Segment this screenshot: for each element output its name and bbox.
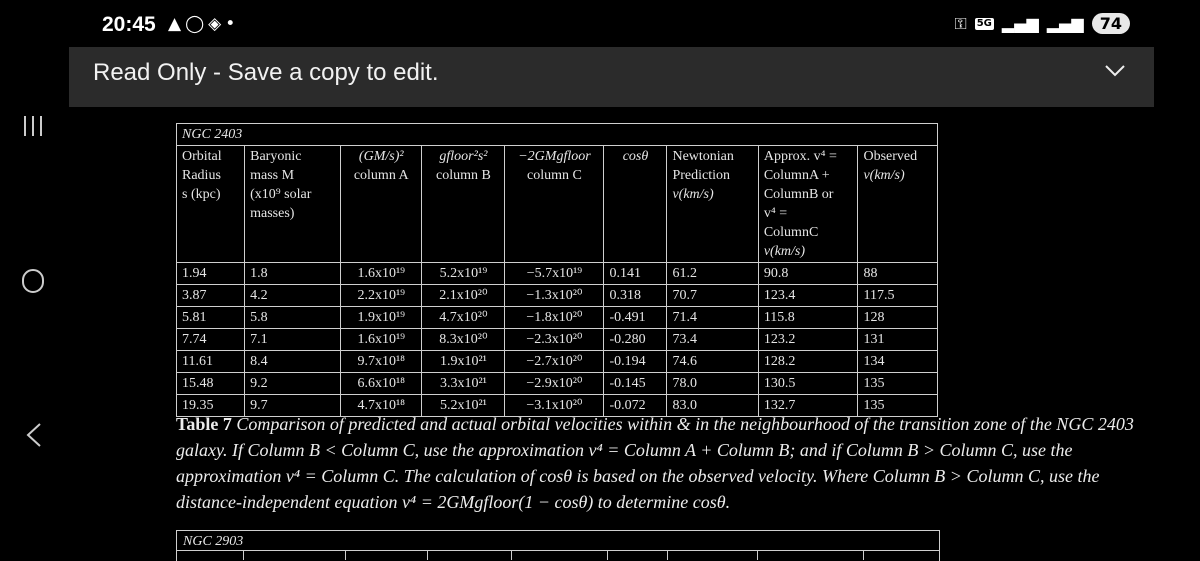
home-icon[interactable] (18, 266, 48, 296)
header-line: Radius (182, 168, 221, 183)
header-line: cosθ (622, 149, 649, 164)
header-line: v(km/s) (672, 187, 714, 202)
table-cell: 128 (858, 307, 938, 329)
table-cell: 1.8 (245, 263, 341, 285)
caption-text: Comparison of predicted and actual orbital velocities within & in the neighbourhood of the transition zone of the NGC 2403 galaxy. If Column B < Column C, use the approximation v⁴ = Column A + Column B; and if Column B > Column C, use the approximation v⁴ = Column C. The calculation of cosθ is based on the observed velocity. Where Column B > Column C, use the distance-independent equation v⁴ = 2GMgfloor(1 − cosθ) to determine cosθ. (176, 414, 1134, 512)
table-cell: 8.3x10²⁰ (422, 329, 505, 351)
table-cell: 5.2x10²¹ (422, 395, 505, 417)
column-header (604, 146, 667, 263)
table-cell: 7.74 (177, 329, 245, 351)
header-line: s (kpc) (182, 187, 221, 202)
table-cell: −2.3x10²⁰ (505, 329, 604, 351)
header-row (177, 146, 938, 263)
chevron-down-icon[interactable] (1104, 64, 1126, 78)
header-line: ColumnC (763, 225, 819, 240)
table-row (177, 329, 938, 351)
network-type-badge: 5G (976, 17, 992, 29)
table-row (177, 351, 938, 373)
warning-icon: ▲ (168, 14, 182, 34)
table-cell: 1.6x10¹⁹ (341, 329, 422, 351)
notification-icons (168, 14, 235, 34)
table-cell: 135 (858, 395, 938, 417)
galaxy-name-2: NGC 2903 (183, 534, 244, 549)
column-divider (345, 550, 346, 560)
header-line: ColumnB or (763, 187, 834, 202)
vpn-key-icon: ⚿ (954, 13, 967, 33)
header-line: column A (353, 168, 409, 183)
column-header (667, 146, 758, 263)
table-row (177, 373, 938, 395)
table-cell: 134 (858, 351, 938, 373)
table-cell: 88 (858, 263, 938, 285)
table-8 (176, 530, 940, 561)
table-cell: 5.81 (177, 307, 245, 329)
header-line: (x10⁹ solar (250, 187, 312, 202)
table-cell: -0.280 (604, 329, 667, 351)
header-line: gfloor²s² (439, 149, 488, 164)
signal-icon-2: ▂▄▆ (1046, 14, 1084, 33)
table-cell: 83.0 (667, 395, 758, 417)
column-header (858, 146, 938, 263)
table-cell: 115.8 (758, 307, 858, 329)
app-icon: ◈ (208, 14, 222, 34)
table-cell: 2.1x10²⁰ (422, 285, 505, 307)
table-cell: 3.87 (177, 285, 245, 307)
header-line: v(km/s) (763, 244, 806, 259)
table-row (177, 307, 938, 329)
recent-apps-icon[interactable] (18, 113, 48, 139)
table-cell: 3.3x10²¹ (422, 373, 505, 395)
table-cell: 117.5 (858, 285, 938, 307)
battery-indicator: 74 (1092, 13, 1130, 34)
header-line: Orbital (182, 149, 222, 164)
table-cell: 4.7x10¹⁸ (341, 395, 422, 417)
table-cell: 19.35 (177, 395, 245, 417)
column-header (341, 146, 422, 263)
table-7 (176, 123, 938, 417)
table-cell: -0.072 (604, 395, 667, 417)
table-divider (177, 550, 939, 551)
table-body (177, 263, 938, 417)
column-header (177, 146, 245, 263)
table-cell: -0.145 (604, 373, 667, 395)
table-cell: −5.7x10¹⁹ (505, 263, 604, 285)
back-icon[interactable] (18, 420, 48, 450)
header-line: Baryonic (250, 149, 302, 164)
table-row (177, 263, 938, 285)
table-cell: 123.4 (758, 285, 858, 307)
table-cell: 78.0 (667, 373, 758, 395)
table-cell: 73.4 (667, 329, 758, 351)
table-caption (176, 411, 1136, 515)
table-cell: 6.6x10¹⁸ (341, 373, 422, 395)
column-divider (863, 550, 864, 560)
read-only-banner[interactable] (69, 47, 1154, 107)
table-cell: 1.9x10¹⁹ (341, 307, 422, 329)
table-cell: 130.5 (758, 373, 858, 395)
table-cell: 0.318 (604, 285, 667, 307)
table-cell: 7.1 (245, 329, 341, 351)
table-cell: −2.7x10²⁰ (505, 351, 604, 373)
table-cell: 0.141 (604, 263, 667, 285)
table-cell: 2.2x10¹⁹ (341, 285, 422, 307)
status-bar (0, 0, 1200, 52)
column-divider (243, 550, 244, 560)
table-cell: 9.7 (245, 395, 341, 417)
table-cell: 4.2 (245, 285, 341, 307)
header-line: −2GMgfloor (518, 149, 591, 164)
caption-label: Table 7 (176, 414, 232, 434)
table-cell: 1.9x10²¹ (422, 351, 505, 373)
header-line: Prediction (672, 168, 730, 183)
column-divider (757, 550, 758, 560)
column-divider (427, 550, 428, 560)
table-cell: 131 (858, 329, 938, 351)
table-cell: −1.8x10²⁰ (505, 307, 604, 329)
header-line: v(km/s) (863, 168, 905, 183)
column-header (758, 146, 858, 263)
table-cell: −1.3x10²⁰ (505, 285, 604, 307)
table-cell: 128.2 (758, 351, 858, 373)
header-line: Newtonian (672, 149, 734, 164)
table-cell: 132.7 (758, 395, 858, 417)
column-divider (667, 550, 668, 560)
column-header (245, 146, 341, 263)
table-cell: −3.1x10²⁰ (505, 395, 604, 417)
system-icons (955, 13, 1130, 34)
table-cell: 135 (858, 373, 938, 395)
column-divider (607, 550, 608, 560)
table-cell: 123.2 (758, 329, 858, 351)
table-cell: 9.2 (245, 373, 341, 395)
header-line: column B (436, 168, 491, 183)
column-header (422, 146, 505, 263)
header-line: v⁴ = (763, 206, 788, 221)
table-cell: -0.491 (604, 307, 667, 329)
table-cell: 1.94 (177, 263, 245, 285)
status-time: 20:45 (102, 13, 156, 36)
velocity-table (176, 123, 938, 417)
header-line: masses) (250, 206, 295, 221)
header-line: Approx. v⁴ = (763, 149, 837, 164)
header-line: Observed (863, 149, 918, 164)
table-cell: 74.6 (667, 351, 758, 373)
table-cell: 5.8 (245, 307, 341, 329)
table-cell: 9.7x10¹⁸ (341, 351, 422, 373)
header-line: ColumnA + (763, 168, 830, 183)
table-cell: 15.48 (177, 373, 245, 395)
header-line: column C (527, 168, 582, 183)
table-cell: 90.8 (758, 263, 858, 285)
galaxy-name: NGC 2403 (177, 124, 938, 146)
table-cell: 4.7x10²⁰ (422, 307, 505, 329)
table-cell: −2.9x10²⁰ (505, 373, 604, 395)
table-row (177, 285, 938, 307)
table-cell: -0.194 (604, 351, 667, 373)
table-cell: 1.6x10¹⁹ (341, 263, 422, 285)
table-cell: 70.7 (667, 285, 758, 307)
table-cell: 71.4 (667, 307, 758, 329)
column-header (505, 146, 604, 263)
table-cell: 61.2 (667, 263, 758, 285)
header-line: (GM/s)² (358, 149, 404, 164)
table-cell: 11.61 (177, 351, 245, 373)
table-cell: 5.2x10¹⁹ (422, 263, 505, 285)
banner-text: Read Only - Save a copy to edit. (93, 59, 439, 86)
dot-icon: • (225, 14, 236, 34)
header-line: mass M (250, 168, 295, 183)
signal-icon: ▂▄▆ (1001, 14, 1039, 33)
column-divider (511, 550, 512, 560)
whatsapp-icon: ◯ (185, 14, 205, 34)
table-cell: 8.4 (245, 351, 341, 373)
